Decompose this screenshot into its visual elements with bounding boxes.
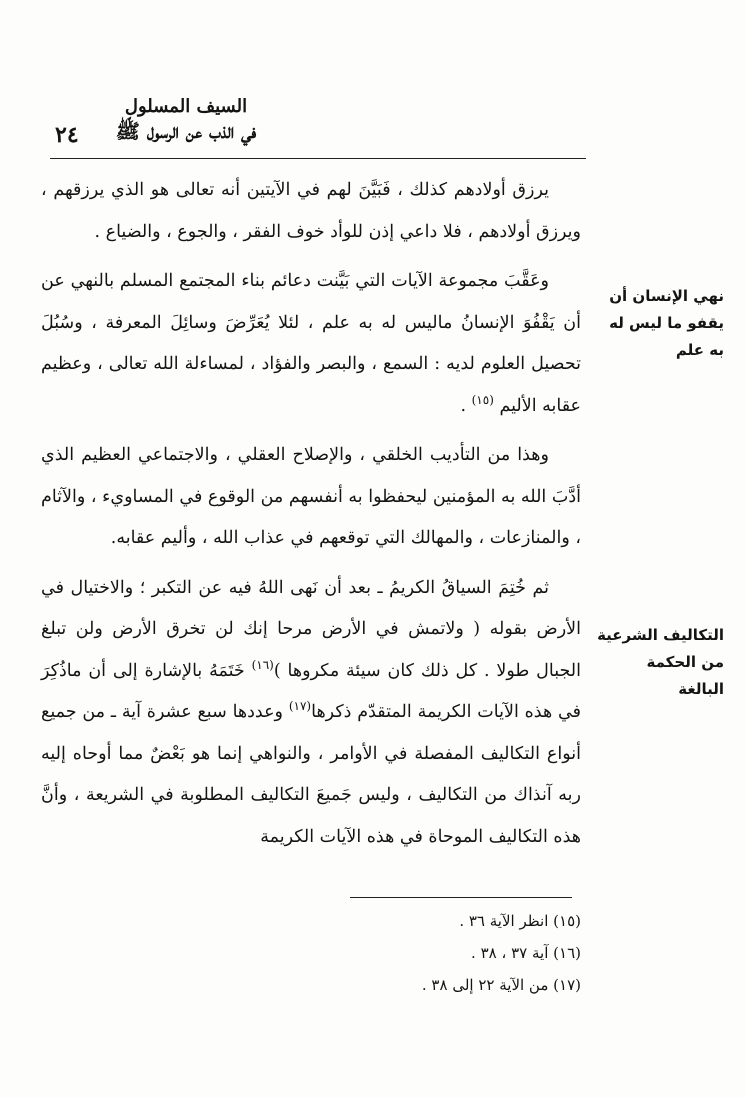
footnote-16: (١٦) آية ٣٧ ، ٣٨ .	[471, 944, 581, 962]
header-title-line2: في الذب عن الرسول ﷺ	[115, 118, 257, 143]
paragraph-4-text1: ثم خُتِمَ السياقُ الكريمُ ـ بعد أن نَهى اللهُ فيه عن التكبر ؛ والاختيال في الأرض بقوله ( ولاتمش في الأرض مرحا إنك لن تخرق الأرض ولن تبلغ الجبال طولا . كل ذلك كان سيئة مكروها )	[41, 577, 581, 681]
paragraph-2	[41, 261, 581, 427]
footnote-ref-17: (١٧)	[288, 699, 312, 714]
footnotes	[281, 905, 581, 1001]
footnote-17: (١٧) من الآية ٢٢ إلى ٣٨ .	[421, 976, 581, 994]
paragraph-4-text3: وعددها سبع عشرة آية ـ من جميع أنواع التكاليف المفصلة في الأوامر ، والنواهي إنما هو بَعْضٌ مما أوحاه إليه ربه آنذاك من التكاليف ، وليس جَميعَ التكاليف المطلوبة في الشريعة ، وأنَّ هذه التكاليف الموحاة في هذه الآيات الكريمة	[41, 702, 581, 847]
paragraph-3: وهذا من التأديب الخلقي ، والإصلاح العقلي ، والاجتماعي العظيم الذي أدَّبَ الله به المؤمنين ليحفظوا به أنفسهم من الوقوع في المساويء ، والآثام ، والمنازعات ، والمهالك التي توقعهم في عذاب الله ، وأليم عقابه.	[41, 445, 581, 548]
footnote-ref-15: (١٥)	[471, 392, 494, 407]
page-number: ٢٤	[55, 122, 79, 148]
footnote-15: (١٥) انظر الآية ٣٦ .	[459, 912, 581, 930]
main-text	[41, 170, 581, 858]
footnote-divider	[350, 897, 572, 898]
paragraph-4-text2: خَتَمَهُ بالإشارة إلى أن ماذُكِرَ في هذه الآيات الكريمة المتقدّم ذكرها	[41, 660, 581, 722]
running-header-title	[86, 96, 286, 144]
margin-note-1: نهي الإنسان أن يقفو ما ليس له به علم	[609, 287, 724, 359]
header-title-line1: السيف المسلول	[124, 96, 248, 117]
paragraph-2-tail: .	[460, 395, 472, 416]
paragraph-4	[41, 568, 581, 859]
paragraph-2-text: وعَقَّبَ مجموعة الآيات التي بَيَّنت دعائم بناء المجتمع المسلم بالنهي عن أن يَقْفُوَ الإنسانُ ماليس له به علم ، لئلا يُعَرِّضَ وسائِلَ المعرفة ، وسُبُلَ تحصيل العلوم لديه : السمع ، والبصر والفؤاد ، لمساءلة الله تعالى ، وعظيم عقابه الأليم	[41, 271, 581, 416]
header-divider	[50, 158, 586, 159]
margin-note-2: التكاليف الشرعية من الحكمة البالغة	[597, 626, 724, 698]
paragraph-1: يرزق أولادهم كذلك ، فَبَيَّنَ لهم في الآيتين أنه تعالى هو الذي يرزقهم ، ويرزق أولادهم ، فلا داعي إذن للوأد خوف الفقر ، والجوع ، والضياع .	[41, 180, 581, 242]
footnote-ref-16: (١٦)	[251, 657, 274, 672]
